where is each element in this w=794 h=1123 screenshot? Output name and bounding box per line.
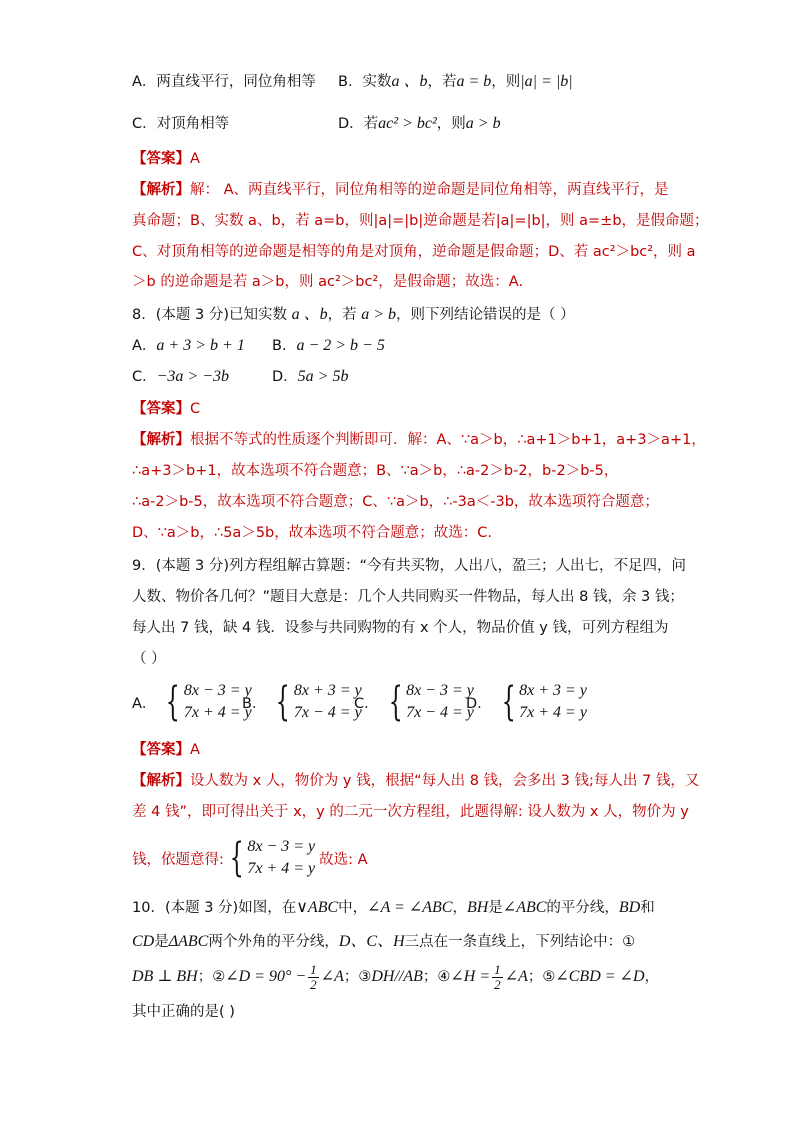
analysis-text: 解： A、两直线平行，同位角相等的逆命题是同位角相等，两直线平行，是 bbox=[190, 182, 669, 198]
math: ∠A bbox=[504, 968, 528, 985]
text: ， bbox=[452, 900, 467, 916]
q8-stem-suffix: ，则下列结论错误的是（ ） bbox=[396, 307, 575, 323]
analysis-tag: 【解析】 bbox=[132, 432, 190, 448]
math: ∠A = ∠ABC bbox=[367, 899, 453, 916]
equation-2: 7x − 4 = y bbox=[293, 704, 362, 721]
fraction-numerator: 1 bbox=[494, 961, 501, 977]
text: 10．(本题 3 分)如图，在 bbox=[132, 900, 297, 916]
option-label: B． bbox=[272, 338, 297, 354]
math: ∠CBD = ∠D bbox=[555, 968, 645, 985]
q7-option-d-result: a > b bbox=[465, 115, 501, 132]
q9-stem-line-3: 每人出 7 钱，缺 4 钱．设参与共同购物的有 x 个人，物品价值 y 钱，可列方程组为 bbox=[132, 620, 669, 636]
q10-stem-line-4: 其中正确的是( ) bbox=[132, 1004, 235, 1020]
q9-stem-line-2: 人数、物价各几何？”题目大意是：几个人共同购买一件物品，每人出 8 钱，余 3 钱； bbox=[132, 589, 684, 605]
q8-option-b bbox=[272, 336, 385, 356]
option-expr: a − 2 > b − 5 bbox=[296, 337, 385, 354]
q8-stem-mid: ，若 bbox=[327, 307, 362, 323]
q8-analysis-line-3: ∴a-2＞b-5，故本选项不符合题意；C、∵a＞b，∴-3a＜-3b，故本选项符合题意； bbox=[132, 494, 659, 510]
answer-value: A bbox=[190, 742, 200, 758]
q8-stem bbox=[132, 305, 575, 325]
answer-value: C bbox=[190, 401, 201, 417]
math: CD bbox=[132, 933, 155, 950]
q7-option-a: A．两直线平行，同位角相等 bbox=[132, 74, 316, 90]
q8-option-d bbox=[272, 367, 348, 387]
analysis-tag: 【解析】 bbox=[132, 773, 190, 789]
text: ；⑤ bbox=[527, 969, 556, 985]
option-expr: 5a > 5b bbox=[297, 368, 349, 385]
q8-answer bbox=[132, 399, 200, 419]
analysis-prefix: 钱，依题意得: bbox=[132, 851, 224, 868]
fraction bbox=[308, 963, 319, 992]
math: DB ⊥ BH bbox=[132, 968, 198, 985]
q9-analysis-line-2: 差 4 钱”，即可得出关于 x，y 的二元一次方程组，此题得解: 设人数为 x 人，物价为 y bbox=[132, 804, 689, 820]
analysis-text: 根据不等式的性质逐个判断即可．解：A、∵a＞b，∴a+1＞b+1，a+3＞a+1， bbox=[190, 432, 706, 448]
q8-analysis-line-2: ∴a+3＞b+1，故本选项不符合题意；B、∵a＞b，∴a-2＞b-2，b-2＞b-5， bbox=[132, 463, 619, 479]
option-expr: −3a > −3b bbox=[156, 368, 230, 385]
equation-1: 8x − 3 = y bbox=[406, 682, 474, 699]
analysis-text: 设人数为 x 人，物价为 y 钱，根据“每人出 8 钱，会多出 3 钱;每人出 7 钱，又 bbox=[190, 773, 700, 789]
equation-1: 8x + 3 = y bbox=[519, 682, 587, 699]
math: ∨ABC bbox=[296, 899, 339, 916]
q10-stem-line-1 bbox=[132, 898, 655, 918]
math: BD bbox=[618, 899, 641, 916]
fraction-numerator: 1 bbox=[310, 961, 317, 977]
q7-analysis-line-1 bbox=[132, 180, 669, 200]
equation-1: 8x − 3 = y bbox=[247, 838, 316, 855]
text: 的平分线， bbox=[546, 900, 619, 916]
q8-stem-prefix: 8．(本题 3 分)已知实数 bbox=[132, 307, 292, 323]
math: ΔABC bbox=[168, 933, 209, 950]
text: 是 bbox=[154, 934, 169, 950]
q7-analysis-line-4: ＞b 的逆命题是若 a＞b，则 ac²＞bc²，是假命题；故选：A. bbox=[132, 274, 524, 290]
q7-option-d-cond: ac² > bc² bbox=[378, 115, 437, 132]
option-label: D． bbox=[272, 369, 298, 385]
option-expr: a + 3 > b + 1 bbox=[156, 337, 245, 354]
equation-2: 7x + 4 = y bbox=[183, 704, 252, 721]
analysis-tag: 【解析】 bbox=[132, 182, 190, 198]
q8-stem-cond: a > b bbox=[361, 306, 397, 323]
text: ；② bbox=[197, 969, 226, 985]
q9-option-c bbox=[354, 680, 474, 724]
brace-icon: { bbox=[276, 679, 291, 725]
text: 和 bbox=[640, 900, 655, 916]
q7-option-d-then: ，则 bbox=[436, 116, 466, 132]
math: ∠D = 90° − bbox=[225, 968, 307, 985]
q7-option-b-prefix: B．实数 bbox=[338, 74, 392, 90]
q9-option-d bbox=[466, 680, 587, 724]
math: BH bbox=[466, 899, 489, 916]
option-label: B． bbox=[242, 695, 267, 712]
q7-answer bbox=[132, 149, 200, 169]
equation-2: 7x + 4 = y bbox=[519, 704, 587, 721]
q7-option-d-prefix: D．若 bbox=[338, 116, 379, 132]
q7-option-b-cond: a = b bbox=[456, 73, 492, 90]
fraction bbox=[492, 963, 503, 992]
text: ；④ bbox=[422, 969, 451, 985]
q9-answer bbox=[132, 740, 200, 760]
math: ∠ABC bbox=[502, 899, 547, 916]
q7-option-d bbox=[338, 114, 501, 134]
math: ∠H = bbox=[450, 968, 491, 985]
answer-value: A bbox=[190, 151, 200, 167]
q10-stem-line-2 bbox=[132, 932, 635, 952]
brace-icon: { bbox=[229, 835, 244, 881]
analysis-suffix: 故选: A bbox=[319, 851, 368, 868]
q8-option-a bbox=[132, 336, 245, 356]
q7-analysis-line-3: C、对顶角相等的逆命题是相等的角是对顶角，逆命题是假命题；D、若 ac²＞bc²，则 a bbox=[132, 244, 696, 260]
equation-2: 7x − 4 = y bbox=[406, 704, 474, 721]
equation-1: 8x − 3 = y bbox=[183, 682, 252, 699]
text: ， bbox=[644, 969, 660, 985]
q7-option-c: C．对顶角相等 bbox=[132, 116, 230, 132]
q9-option-b bbox=[242, 680, 362, 724]
answer-tag: 【答案】 bbox=[132, 742, 190, 758]
answer-tag: 【答案】 bbox=[132, 401, 190, 417]
text: ；③ bbox=[343, 969, 372, 985]
option-label: C． bbox=[354, 695, 379, 712]
q9-analysis-line-3 bbox=[132, 836, 368, 880]
math: DH//AB bbox=[371, 968, 423, 985]
q7-option-b-vars: a 、b bbox=[391, 73, 428, 90]
equation-1: 8x + 3 = y bbox=[293, 682, 362, 699]
brace-icon: { bbox=[501, 679, 516, 725]
text: 两个外角的平分线， bbox=[208, 934, 339, 950]
q8-stem-vars: a 、b bbox=[291, 306, 328, 323]
q7-option-b-result: |a| = |b| bbox=[520, 73, 573, 90]
brace-icon: { bbox=[388, 679, 403, 725]
fraction-denominator: 2 bbox=[494, 976, 501, 992]
q8-option-c bbox=[132, 367, 229, 387]
fraction-denominator: 2 bbox=[310, 976, 317, 992]
math: ∠A bbox=[320, 968, 344, 985]
answer-tag: 【答案】 bbox=[132, 151, 190, 167]
option-label: C． bbox=[132, 369, 157, 385]
option-label: A． bbox=[132, 695, 157, 712]
q9-option-a bbox=[132, 680, 252, 724]
q7-option-b-then: ，则 bbox=[491, 74, 521, 90]
q8-analysis-line-4: D、∵a＞b，∴5a＞5b，故本选项不符合题意；故选：C. bbox=[132, 525, 492, 541]
brace-icon: { bbox=[166, 679, 181, 725]
q9-analysis-line-1 bbox=[132, 771, 699, 791]
q9-stem-line-4: （ ） bbox=[132, 651, 166, 667]
option-label: A． bbox=[132, 338, 157, 354]
q8-analysis-line-1 bbox=[132, 430, 706, 450]
text: 是 bbox=[488, 900, 503, 916]
q7-option-b bbox=[338, 72, 573, 92]
q7-option-b-mid: ，若 bbox=[427, 74, 457, 90]
q9-stem-line-1: 9．(本题 3 分)列方程组解古算题：“今有共买物，人出八，盈三；人出七，不足四，问 bbox=[132, 558, 686, 574]
equation-2: 7x + 4 = y bbox=[247, 860, 316, 877]
math: D、C、H bbox=[338, 933, 405, 950]
option-label: D． bbox=[466, 695, 492, 712]
text: 三点在一条直线上，下列结论中：① bbox=[404, 934, 636, 950]
q7-analysis-line-2: 真命题；B、实数 a、b，若 a=b，则|a|=|b|逆命题是若|a|=|b|，则 a=±b，是假命题； bbox=[132, 213, 709, 229]
q10-stem-line-3 bbox=[132, 962, 659, 992]
text: 中， bbox=[338, 900, 368, 916]
